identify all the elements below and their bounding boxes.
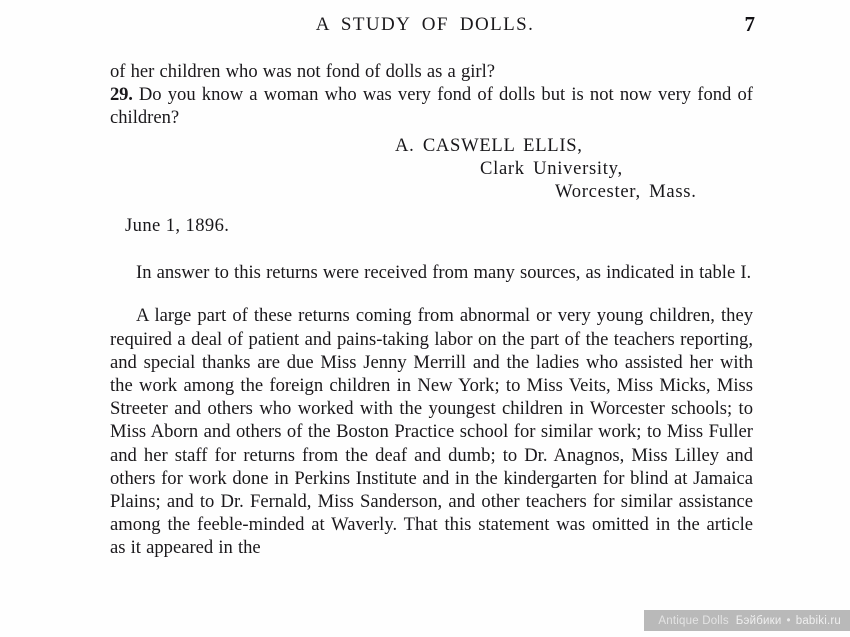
- watermark-site-url: babiki.ru: [795, 614, 841, 627]
- question-number: 29.: [110, 84, 133, 106]
- paragraph-3: [110, 304, 753, 559]
- question-fragment-text: of her children who was not fond of dolls as a girl?: [110, 61, 496, 82]
- signature-location: Worcester, Mass.: [555, 181, 697, 203]
- dateline: June 1, 1896.: [125, 215, 230, 237]
- question-29-text: Do you know a woman who was very fond of dolls but is not now very fond of children?: [110, 84, 753, 129]
- watermark-site-name: Бэйбики: [735, 614, 782, 627]
- question-fragment-line: [110, 60, 753, 83]
- watermark-overlay: [644, 610, 850, 631]
- paragraph-2: [110, 261, 753, 284]
- paragraph-spacer-2: [110, 284, 753, 304]
- watermark-brand: Antique Dolls: [658, 614, 729, 627]
- page-number: 7: [744, 12, 755, 36]
- signature-author: A. CASWELL ELLIS,: [395, 134, 583, 156]
- page-title: A STUDY OF DOLLS.: [315, 14, 535, 35]
- signature-institution: Clark University,: [480, 157, 623, 179]
- signature-block: [110, 134, 753, 204]
- paragraph-2-text: In answer to this returns were received from many sources, as indicated in table I.: [136, 262, 752, 284]
- question-29: [110, 83, 753, 129]
- watermark-separator: •: [786, 614, 791, 627]
- paragraph-spacer: [110, 237, 753, 261]
- text-column: [110, 60, 753, 560]
- running-head: [0, 14, 850, 44]
- paragraph-3-text: A large part of these returns coming from abnormal or very young children, they required a deal of patient and pains-taking labor on the part of the teachers reporting, and special thanks are due Miss Jenny Merrill and the ladies who assisted her with the work among the foreign children in New York; to Miss Veits, Miss Micks, Miss Streeter and others who worked with the youngest children in Worcester schools; to Miss Aborn and others of the Boston Practice school for similar work; to Miss Fuller and her staff for returns from the deaf and dumb; to Dr. Anagnos, Miss Lilley and others for work done in Perkins Institute and in the kindergarten for blind at Jamaica Plains; and to Dr. Fernald, Miss Sanderson, and other teachers for similar assistance among the feeble-minded at Waverly. That this statement was omitted in the article as it appeared in the: [110, 305, 753, 559]
